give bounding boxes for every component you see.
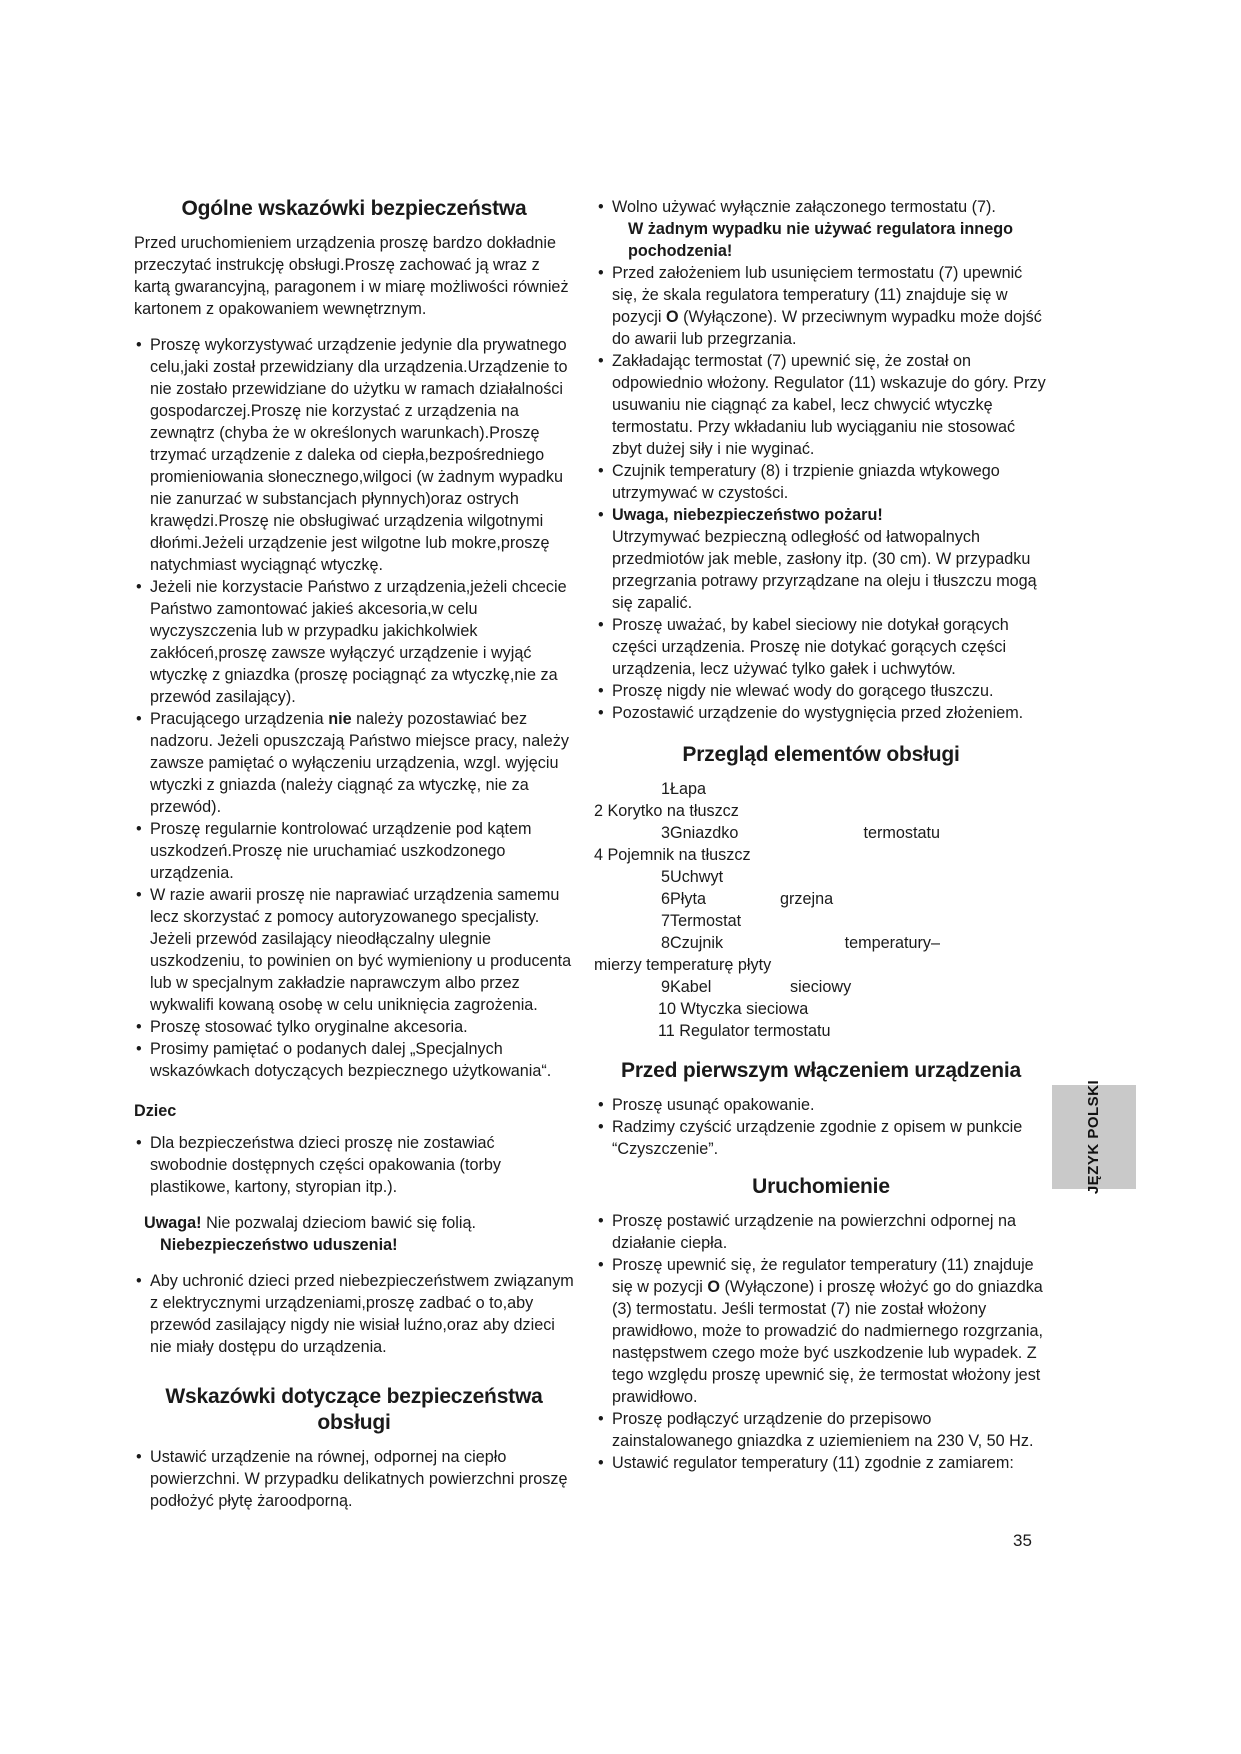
part-number: 6 [660,890,670,908]
list-item [596,196,1046,262]
list-item: • Proszę podłączyć urządzenie do przepisowo zainstalowanego gniazdka z uziemieniem na 230 V, 50 Hz. [596,1408,1046,1452]
language-tab [1052,1079,1136,1195]
part-row [594,954,940,976]
part-name: Uchwyt [670,868,724,886]
left-column [134,196,574,1526]
list-item [596,504,1046,614]
list-item [596,262,1046,350]
list-item: • Zakładając termostat (7) upewnić się, że został on odpowiednio włożony. Regulator (11) wskazuje do góry. Przy usuwaniu nie ciągnąć za kabel, lecz chwycić wtyczkę termostatu. Przy wkładaniu lub wyciąganiu nie stosować zbyt dużej siły i nie wyginać. [596,350,1046,460]
part-row [594,998,940,1020]
warning-text: Nie pozwalaj dzieciom bawić się folią. [201,1214,476,1232]
list-item: • Prosimy pamiętać o podanych dalej „Specjalnych wskazówkach dotyczących bezpiecznego użytkowania“. [134,1038,574,1082]
first-use-list [596,1094,1046,1160]
page-number: 35 [1013,1531,1032,1550]
item-text: Wolno używać wyłącznie załączonego termostatu (7). [612,198,996,216]
heading-children: Dziec [134,1102,177,1120]
list-item: • Ustawić urządzenie na równej, odpornej na ciepło powierzchni. W przypadku delikatnych powierzchni proszę podłożyć płytę żaroodporną. [134,1446,574,1512]
list-item: • Proszę nigdy nie wlewać wody do gorącego tłuszczu. [596,680,1046,702]
part-number: 1 [660,780,670,798]
parts-table [594,778,940,1042]
list-item [134,708,574,818]
list-item: • Proszę stosować tylko oryginalne akcesoria. [134,1016,574,1038]
part-row [594,888,940,910]
part-line: 10 Wtyczka sieciowa [658,1000,809,1018]
item-text: należy pozostawiać bez nadzoru. Jeżeli opuszczają Państwo miejsce pracy, należy zawsze pamiętać o wyłączeniu urządzenia, wzgl. wyjęciu wtyczki z gniazda (należy ciągnąć za wtyczkę, nie za przewód). [150,710,569,816]
part-line: 11 Regulator termostatu [658,1022,831,1040]
part-number: 9 [660,978,670,996]
part-number: 8 [660,934,670,952]
list-item: • Aby uchronić dzieci przed niebezpieczeństwem związanym z elektrycznymi urządzeniami,proszę zadbać o to,aby przewód zasilający nigdy nie wisiał luźno,oraz aby dzieci nie miały dostępu do urządzenia. [134,1270,574,1358]
item-bold: W żadnym wypadku nie używać regulatora innego pochodzenia! [628,220,1013,260]
warning-bold: Niebezpieczeństwo uduszenia! [160,1236,398,1254]
part-number: 5 [660,868,670,886]
language-tab-label: JĘZYK POLSKI [1085,1079,1102,1195]
part-number: 7 [660,912,670,930]
list-item: • Jeżeli nie korzystacie Państwo z urządzenia,jeżeli chcecie Państwo zamontować jakieś akcesoria,w celu wyczyszczenia lub w przypadku jakichkolwiek zakłóceń,proszę zawsze wyłączyć urządzenie i wyjąć wtyczkę z gniazdka (proszę pociągnąć za wtyczkę,nie za przewód zasilający). [134,576,574,708]
part-line: mierzy temperaturę płyty [594,956,772,974]
item-bold: Uwaga, niebezpieczeństwo pożaru! [612,506,883,524]
part-name-rest: termostatu [863,824,940,842]
item-text: Proszę upewnić się, że regulator temperatury (11) znajduje się w pozycji [612,1256,1034,1296]
part-row [594,910,940,932]
part-row [594,1020,940,1042]
part-row [594,866,940,888]
operation-list [134,1446,574,1512]
part-name: Kabel [670,978,712,996]
part-name: Płyta [670,890,706,908]
list-item: • Czujnik temperatury (8) i trzpienie gniazda wtykowego utrzymywać w czystości. [596,460,1046,504]
part-name: Łapa [670,780,707,798]
heading-general-safety: Ogólne wskazówki bezpieczeństwa [181,197,527,220]
heading-operation-safety: Wskazówki dotyczące bezpieczeństwa obsługi [165,1385,543,1434]
list-item: • Proszę wykorzystywać urządzenie jedynie dla prywatnego celu,jaki został przewidziany dla urządzenia.Urządzenie to nie zostało przewidziane do użytku w ramach działalności gospodarczej.Proszę nie korzystać z urządzenia na zewnątrz (chyba że w określonych warunkach).Proszę trzymać urządzenie z daleka od ciepła,bezpośredniego promieniowania słonecznego,wilgoci (w żadnym wypadku nie zanurzać w substancjach płynnych)oraz ostrych krawędzi.Proszę nie obsługiwać urządzenia wilgotnymi dłońmi.Jeżeli urządzenie jest wilgotne lub mokre,proszę natychmiast wyciągnąć wtyczkę. [134,334,574,576]
list-item: • Proszę usunąć opakowanie. [596,1094,1046,1116]
list-item: • Proszę postawić urządzenie na powierzchni odpornej na działanie ciepła. [596,1210,1046,1254]
item-text: Pracującego urządzenia [150,710,329,728]
part-name: Czujnik [670,934,724,952]
item-bold: O [665,308,679,326]
warning-label: Uwaga! [144,1214,202,1232]
children-list [134,1132,574,1198]
item-text: Przed założeniem lub usunięciem termostatu (7) upewnić się, że skala regulatora temperatury (11) znajduje się w pozycji [612,264,1023,326]
part-name: Termostat [670,912,742,930]
list-item: • Dla bezpieczeństwa dzieci proszę nie zostawiać swobodnie dostępnych części opakowania (torby plastikowe, kartony, styropian itp.). [134,1132,574,1198]
item-text: (Wyłączone). W przeciwnym wypadku może dojść do awarii lub przegrzania. [612,308,1042,348]
children-list-2 [134,1270,574,1358]
list-item [596,1254,1046,1408]
part-number: 3 [660,824,670,842]
list-item: • Pozostawić urządzenie do wystygnięcia przed złożeniem. [596,702,1046,724]
part-line: 4 Pojemnik na tłuszcz [594,846,751,864]
part-name-rest: sieciowy [790,978,852,996]
list-item: • Proszę regularnie kontrolować urządzenie pod kątem uszkodzeń.Proszę nie uruchamiać uszkodzonego urządzenia. [134,818,574,884]
item-text: Utrzymywać bezpieczną odległość od łatwopalnych przedmiotów jak meble, zasłony itp. (30 cm). W przypadku przegrzania potrawy przyrządzane na oleju i tłuszczu mogą się zapalić. [612,528,1037,612]
list-item: • W razie awarii proszę nie naprawiać urządzenia samemu lecz skorzystać z pomocy autoryzowanego specjalisty. Jeżeli przewód zasilający nieodłączalny ulegnie uszkodzeniu, to powinien on być wymieniony u producenta lub w specjalnym zakładzie naprawczym albo przez wykwalifi kowaną osobę w celu uniknięcia zagrożenia. [134,884,574,1016]
part-row [594,822,940,844]
item-bold: O [707,1278,720,1296]
list-item: • Ustawić regulator temperatury (11) zgodnie z zamiarem: [596,1452,1046,1474]
part-name-rest: temperatury– [844,934,940,952]
intro-paragraph: Przed uruchomieniem urządzenia proszę bardzo dokładnie przeczytać instrukcję obsługi.Proszę zachować ją wraz z kartą gwarancyjną, paragonem i w miarę możliwości również kartonem z opakowaniem wewnętrznym. [134,234,569,318]
part-name: Gniazdko [670,824,739,842]
item-bold: nie [328,710,352,728]
list-item: • Radzimy czyścić urządzenie zgodnie z opisem w punkcie “Czyszczenie”. [596,1116,1046,1160]
right-column [596,196,1046,1488]
part-line: 2 Korytko na tłuszcz [594,802,739,820]
part-row [594,976,940,998]
general-safety-list [134,334,574,1082]
item-text: (Wyłączone) i proszę włożyć go do gniazdka (3) termostatu. Jeśli termostat (7) nie został włożony prawidłowo, może to prowadzić do nadmiernego rozgrzania, następstwem czego może być uszkodzenie lub wypadek. Z tego względu proszę upewnić się, że termostat włożony jest prawidłowo. [612,1278,1043,1406]
heading-before-first-use: Przed pierwszym włączeniem urządzenia [621,1059,1021,1082]
startup-list [596,1210,1046,1474]
part-row [594,932,940,954]
part-name-rest: grzejna [780,890,834,908]
part-row [594,778,940,800]
heading-startup: Uruchomienie [752,1175,890,1198]
heading-parts-overview: Przegląd elementów obsługi [682,743,960,766]
right-safety-list [596,196,1046,724]
part-row [594,844,940,866]
list-item: • Proszę uważać, by kabel sieciowy nie dotykał gorących części urządzenia. Proszę nie dotykać gorących części urządzenia, lecz używać tylko gałek i uchwytów. [596,614,1046,680]
part-row [594,800,940,822]
foil-warning [144,1212,574,1256]
